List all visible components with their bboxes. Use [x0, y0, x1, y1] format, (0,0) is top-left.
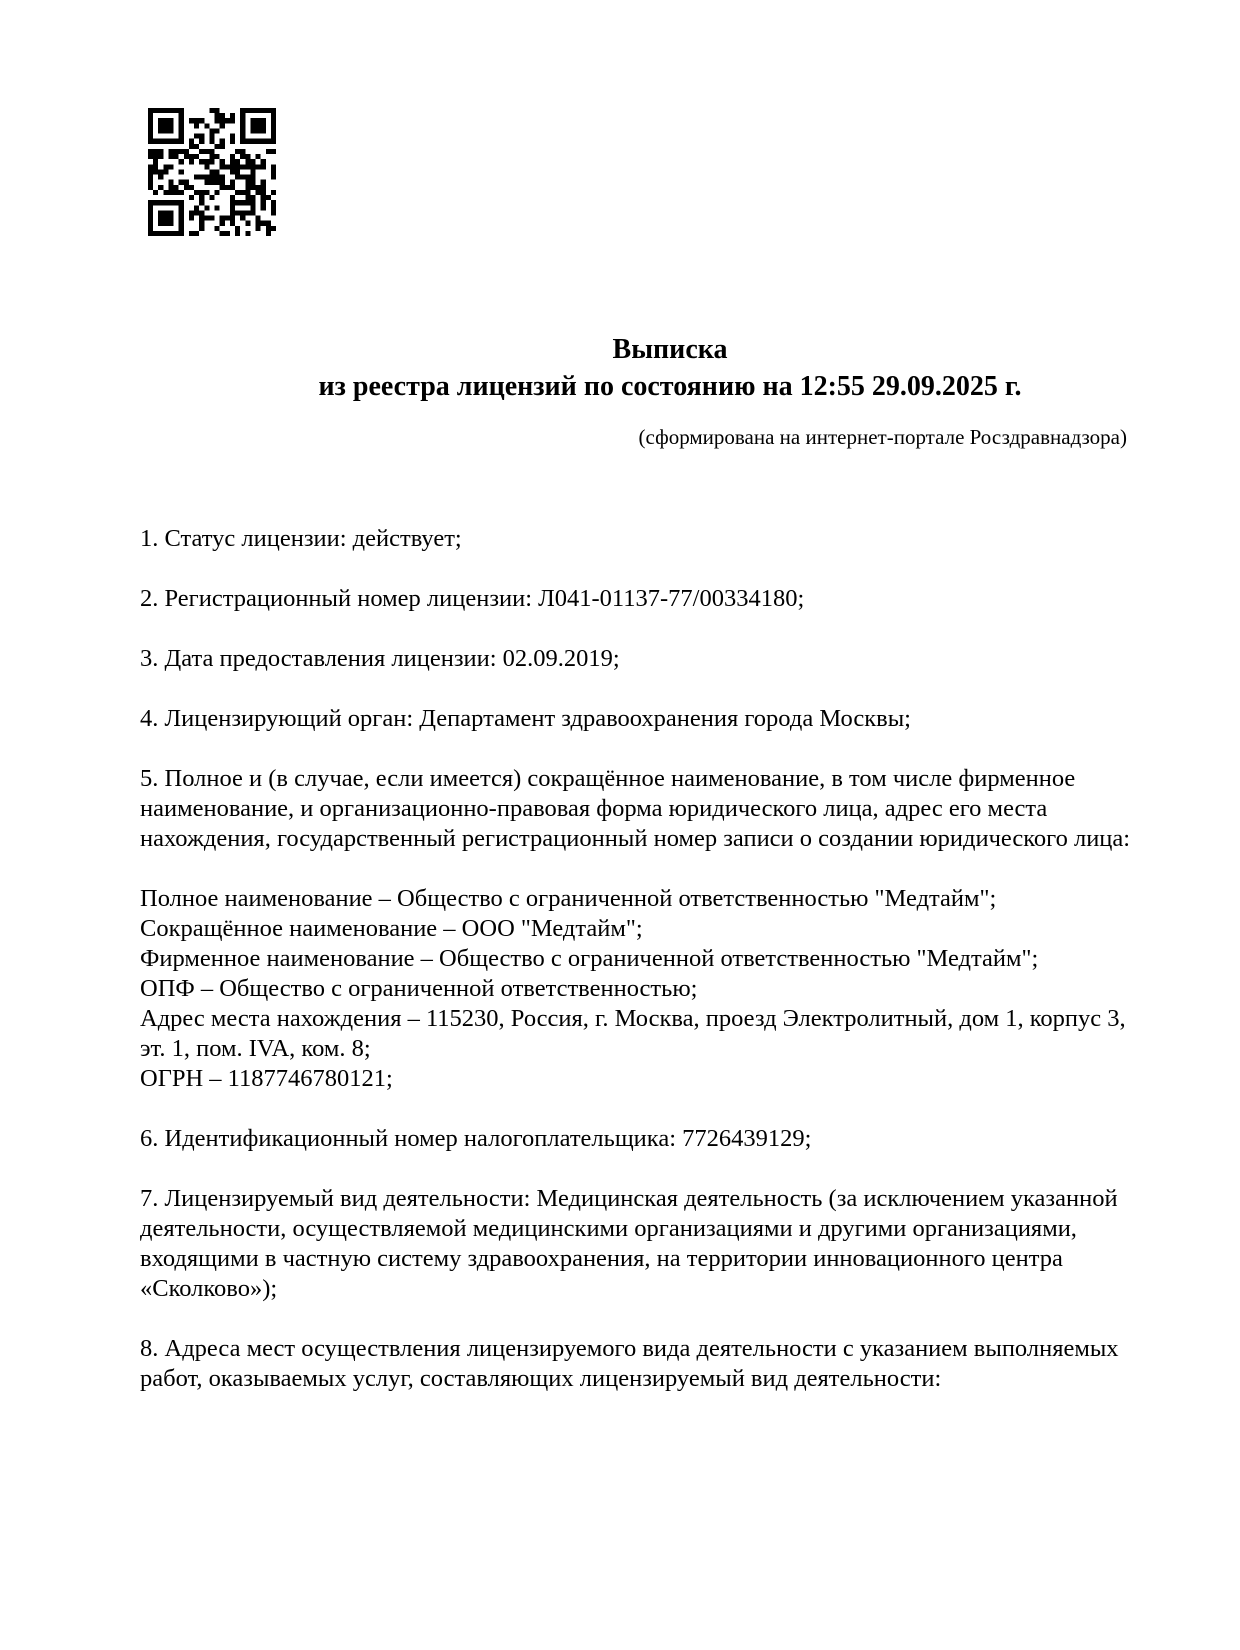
document-subtitle: (сформирована на интернет-портале Росздравнадзора) — [638, 425, 1127, 449]
company-details-block — [140, 884, 1145, 1094]
company-address: Адрес места нахождения – 115230, Россия, г. Москва, проезд Электролитный, дом 1, корпус 3, эт. 1, пом. IVA, ком. 8; — [140, 1005, 1126, 1062]
company-full-name: Полное наименование – Общество с ограниченной ответственностью "Медтайм"; — [140, 885, 997, 912]
document-title — [140, 331, 1200, 405]
company-ogrn: ОГРН – 1187746780121; — [140, 1065, 393, 1092]
qr-code — [148, 108, 276, 236]
license-item-registration-number: 2. Регистрационный номер лицензии: Л041-01137-77/00334180; — [140, 585, 805, 612]
license-item-activity-addresses-heading: 8. Адреса мест осуществления лицензируемого вида деятельности с указанием выполняемых работ, оказываемых услуг, составляющих лицензируемый вид деятельности: — [140, 1335, 1119, 1392]
license-item-licensed-activity: 7. Лицензируемый вид деятельности: Медицинская деятельность (за исключением указанной деятельности, осуществляемой медицинскими организациями и другими организациями, входящими в частную систему здравоохранения, на территории инновационного центра «Сколково»); — [140, 1185, 1118, 1302]
license-item-status: 1. Статус лицензии: действует; — [140, 525, 462, 552]
company-short-name: Сокращённое наименование – ООО "Медтайм"; — [140, 915, 643, 942]
company-brand-name: Фирменное наименование – Общество с ограниченной ответственностью "Медтайм"; — [140, 945, 1039, 972]
license-item-legal-entity-heading: 5. Полное и (в случае, если имеется) сокращённое наименование, в том числе фирменное наименование, и организационно-правовая форма юридического лица, адрес его места нахождения, государственный регистрационный номер записи о создании юридического лица: — [140, 765, 1131, 852]
license-item-grant-date: 3. Дата предоставления лицензии: 02.09.2019; — [140, 645, 620, 672]
license-item-inn: 6. Идентификационный номер налогоплательщика: 7726439129; — [140, 1125, 812, 1152]
document-title-line1: Выписка — [612, 334, 728, 365]
document-title-line2: из реестра лицензий по состоянию на 12:55 29.09.2025 г. — [318, 371, 1022, 402]
qr-code-image — [148, 108, 276, 236]
document-body — [140, 524, 1145, 1424]
company-legal-form: ОПФ – Общество с ограниченной ответственностью; — [140, 975, 698, 1002]
license-item-licensing-authority: 4. Лицензирующий орган: Департамент здравоохранения города Москвы; — [140, 705, 911, 732]
